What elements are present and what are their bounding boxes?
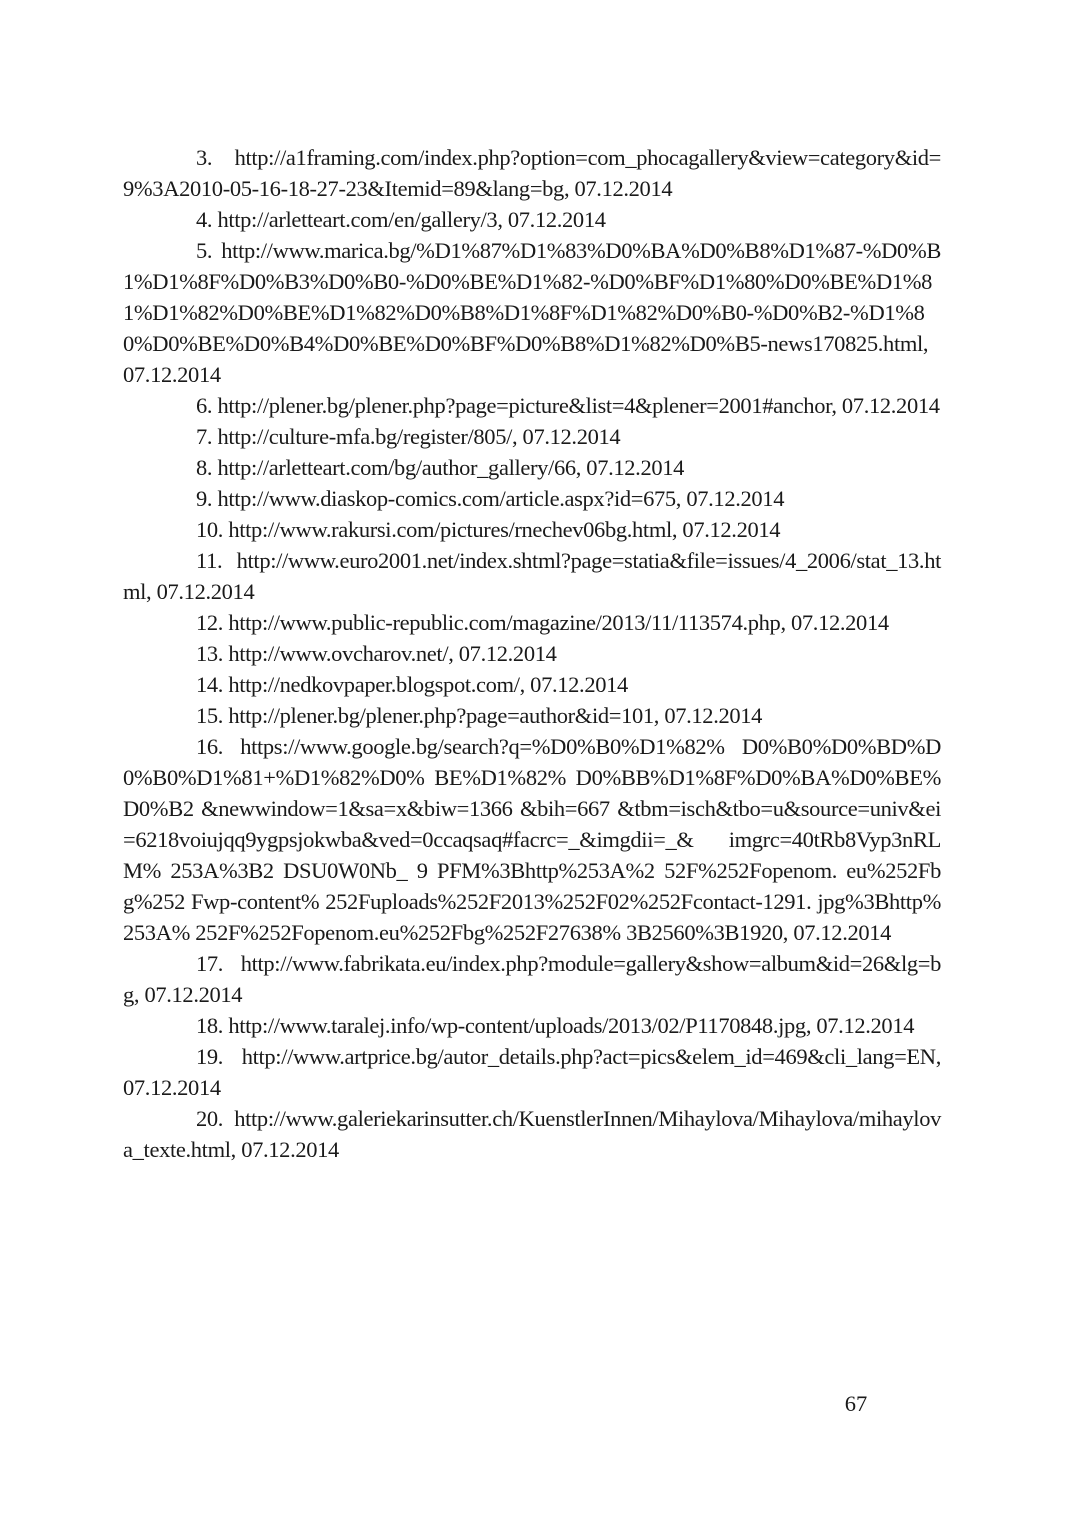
reference-item-9: 9. http://www.diaskop-comics.com/article.aspx?id=675, 07.12.2014 xyxy=(196,486,785,511)
reference-item-14: 14. http://nedkovpaper.blogspot.com/, 07.12.2014 xyxy=(196,672,628,697)
reference-item-8: 8. http://arletteart.com/bg/author_gallery/66, 07.12.2014 xyxy=(196,455,685,480)
reference-item-6: 6. http://plener.bg/plener.php?page=picture&list=4&plener=2001#anchor, 07.12.2014 xyxy=(196,393,940,418)
reference-list xyxy=(123,142,941,1165)
reference-item-18: 18. http://www.taralej.info/wp-content/uploads/2013/02/P1170848.jpg, 07.12.2014 xyxy=(196,1013,915,1038)
reference-item-15: 15. http://plener.bg/plener.php?page=author&id=101, 07.12.2014 xyxy=(196,703,763,728)
reference-item-20: 20. http://www.galeriekarinsutter.ch/KuenstlerInnen/Mihaylova/Mihaylova/mihaylova_texte.html, 07.12.2014 xyxy=(123,1106,941,1162)
reference-item-13: 13. http://www.ovcharov.net/, 07.12.2014 xyxy=(196,641,557,666)
reference-item-5: 5. http://www.marica.bg/%D1%87%D1%83%D0%BA%D0%B8%D1%87-%D0%B1%D1%8F%D0%B3%D0%B0-%D0%BE%D1%82-%D0%BF%D1%80%D0%BE%D1%81%D1%82%D0%BE%D1%82%D0%B8%D1%8F%D1%82%D0%B0-%D0%B2-%D1%80%D0%BE%D0%B4%D0%BE%D0%BF%D0%B8%D1%82%D0%B5-news170825.html, 07.12.2014 xyxy=(123,238,941,387)
reference-item-4: 4. http://arletteart.com/en/gallery/3, 07.12.2014 xyxy=(196,207,606,232)
reference-item-3: 3. http://a1framing.com/index.php?option=com_phocagallery&view=category&id=9%3A2010-05-16-18-27-23&Itemid=89&lang=bg, 07.12.2014 xyxy=(123,145,941,201)
reference-item-7: 7. http://culture-mfa.bg/register/805/, 07.12.2014 xyxy=(196,424,621,449)
reference-item-16: 16. https://www.google.bg/search?q=%D0%B0%D1%82% D0%B0%D0%BD%D0%B0%D1%81+%D1%82%D0% BE%D1%82% D0%BB%D1%8F%D0%BA%D0%BE%D0%B2 &newwindow=1&sa=x&biw=1366 &bih=667 &tbm=isch&tbo=u&source=univ&ei=6218voiujqq9ygpsjokwba&ved=0ccaqsaq#facrc=_&imgdii=_& imgrc=40tRb8Vyp3nRLM% 253A%3B2 DSU0W0Nb_ 9 PFM%3Bhttp%253A%2 52F%252Fopenom. eu%252Fbg%252 Fwp-content% 252Fuploads%252F2013%252F02%252Fcontact-1291. jpg%3Bhttp%253A% 252F%252Fopenom.eu%252Fbg%252F27638% 3B2560%3B1920, 07.12.2014 xyxy=(123,734,941,945)
page-number: 67 xyxy=(844,1391,868,1416)
reference-item-17: 17. http://www.fabrikata.eu/index.php?module=gallery&show=album&id=26&lg=bg, 07.12.2014 xyxy=(123,951,941,1007)
reference-item-10: 10. http://www.rakursi.com/pictures/rnechev06bg.html, 07.12.2014 xyxy=(196,517,781,542)
reference-item-11: 11. http://www.euro2001.net/index.shtml?page=statia&file=issues/4_2006/stat_13.html, 07.12.2014 xyxy=(123,548,941,604)
reference-item-19: 19. http://www.artprice.bg/autor_details.php?act=pics&elem_id=469&cli_lang=EN, 07.12.2014 xyxy=(123,1044,941,1100)
reference-item-12: 12. http://www.public-republic.com/magazine/2013/11/113574.php, 07.12.2014 xyxy=(196,610,889,635)
